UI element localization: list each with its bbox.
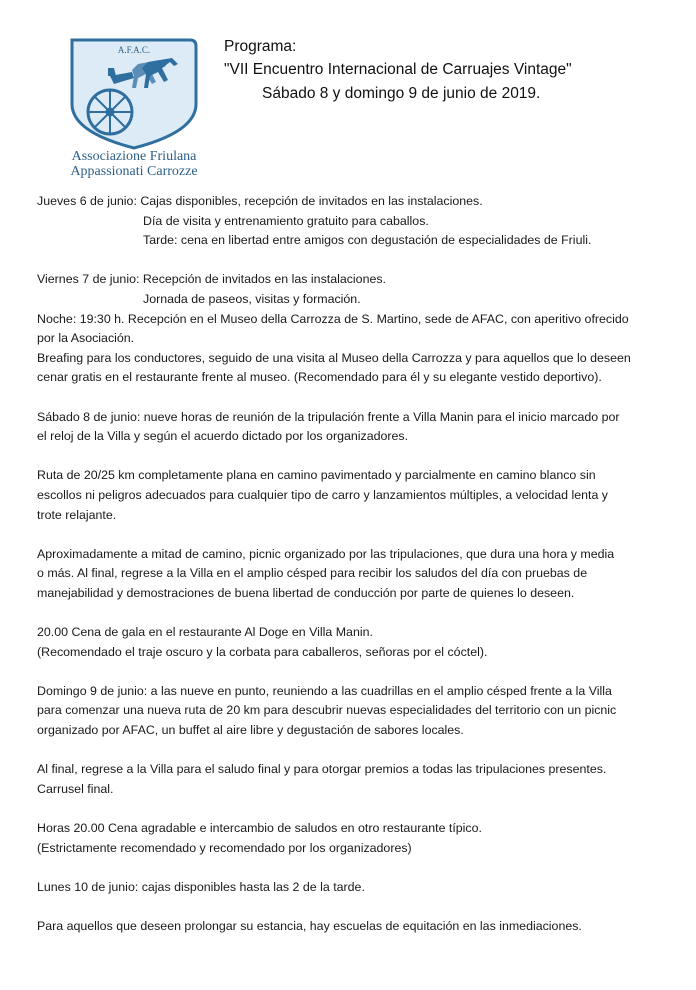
program-paragraph: [37, 917, 662, 937]
logo-acronym: A.F.A.C.: [117, 45, 151, 55]
program-body: [37, 192, 662, 937]
logo-name-line2: Appassionati Carrozze: [70, 164, 198, 179]
paragraph-line: Jornada de paseos, visitas y formación.: [143, 291, 361, 306]
paragraph-line: Al final, regrese a la Villa para el saludo final y para otorgar premios a todas las tripulaciones presentes.: [37, 762, 607, 777]
paragraph-line: Carrusel final.: [37, 781, 114, 796]
event-dates: Sábado 8 y domingo 9 de junio de 2019.: [262, 85, 541, 102]
program-paragraph: [37, 270, 662, 388]
paragraph-line: Tarde: cena en libertad entre amigos con degustación de especialidades de Friuli.: [143, 233, 592, 248]
paragraph-line: trote relajante.: [37, 507, 117, 522]
paragraph-gap: [37, 741, 662, 761]
paragraph-gap: [37, 525, 662, 545]
paragraph-line: Viernes 7 de junio: Recepción de invitados en las instalaciones.: [37, 272, 386, 287]
program-paragraph: [37, 545, 662, 604]
program-label: Programa:: [224, 38, 297, 55]
carriage-wheel-icon: [88, 90, 132, 134]
paragraph-line: para comenzar una nueva ruta de 20 km para descubrir nuevas especialidades del territorio con un picnic: [37, 703, 617, 718]
paragraph-gap: [37, 447, 662, 467]
program-paragraph: [37, 466, 662, 525]
paragraph-line: Horas 20.00 Cena agradable e intercambio de saludos en otro restaurante típico.: [37, 821, 482, 835]
paragraph-line: Aproximadamente a mitad de camino, picnic organizado por las tripulaciones, que dura una hora y media: [37, 546, 615, 561]
paragraph-line: Noche: 19:30 h. Recepción en el Museo della Carrozza de S. Martino, sede de AFAC, con aperitivo ofrecido: [37, 311, 629, 326]
paragraph-line: Ruta de 20/25 km completamente plana en camino pavimentado y parcialmente en camino blanco sin: [37, 468, 596, 483]
program-paragraph: [37, 878, 662, 898]
paragraph-line: Para aquellos que deseen prolongar su estancia, hay escuelas de equitación en las inmediaciones.: [37, 918, 582, 933]
paragraph-line: manejabilidad y demostraciones de buena libertad de conducción por parte de quienes lo deseen.: [37, 585, 575, 600]
paragraph-line: por la Asociación.: [37, 331, 135, 346]
paragraph-gap: [37, 858, 662, 878]
program-paragraph: [37, 682, 662, 741]
program-paragraph: [37, 408, 662, 447]
logo-name-line1: Associazione Friulana: [71, 149, 197, 164]
paragraph-line: Domingo 9 de junio: a las nueve en punto, reuniendo a las cuadrillas en el amplio césped frente a la Villa: [37, 683, 612, 698]
paragraph-gap: [37, 897, 662, 917]
event-title: "VII Encuentro Internacional de Carruajes Vintage": [224, 61, 572, 78]
paragraph-gap: [37, 388, 662, 408]
afac-logo: [50, 32, 220, 182]
paragraph-gap: [37, 251, 662, 271]
paragraph-line: o más. Al final, regrese a la Villa en el amplio césped para recibir los saludos del día con pruebas de: [37, 566, 588, 581]
program-paragraph: [37, 623, 662, 662]
paragraph-line: 20.00 Cena de gala en el restaurante Al Doge en Villa Manin.: [37, 625, 373, 640]
paragraph-line: cenar gratis en el restaurante frente al museo. (Recomendado para él y su elegante vestido deportivo).: [37, 370, 602, 385]
paragraph-line: organizado por AFAC, un buffet al aire libre y degustación de sabores locales.: [37, 723, 464, 738]
paragraph-line: el reloj de la Villa y según el acuerdo dictado por los organizadores.: [37, 429, 409, 444]
paragraph-gap: [37, 799, 662, 819]
paragraph-gap: [37, 603, 662, 623]
paragraph-line: Día de visita y entrenamiento gratuito para caballos.: [143, 213, 429, 228]
program-paragraph: [37, 819, 662, 858]
paragraph-line: (Estrictamente recomendado y recomendado por los organizadores): [37, 840, 412, 855]
paragraph-line: Sábado 8 de junio: nueve horas de reunión de la tripulación frente a Villa Manin para el inicio marcado por: [37, 409, 620, 424]
program-paragraph: [37, 760, 662, 799]
paragraph-line: escollos ni peligros adecuados para cualquier tipo de carro y lanzamientos múltiples, a velocidad lenta y: [37, 487, 608, 502]
paragraph-line: (Recomendado el traje oscuro y la corbata para caballeros, señoras por el cóctel).: [37, 644, 488, 659]
paragraph-line: Jueves 6 de junio: Cajas disponibles, recepción de invitados en las instalaciones.: [37, 194, 483, 208]
paragraph-line: Breafing para los conductores, seguido de una visita al Museo della Carrozza y para aquellos que lo deseen: [37, 350, 631, 365]
program-paragraph: [37, 192, 662, 251]
paragraph-line: Lunes 10 de junio: cajas disponibles hasta las 2 de la tarde.: [37, 879, 365, 894]
logo-shield: [72, 40, 196, 148]
paragraph-gap: [37, 662, 662, 682]
